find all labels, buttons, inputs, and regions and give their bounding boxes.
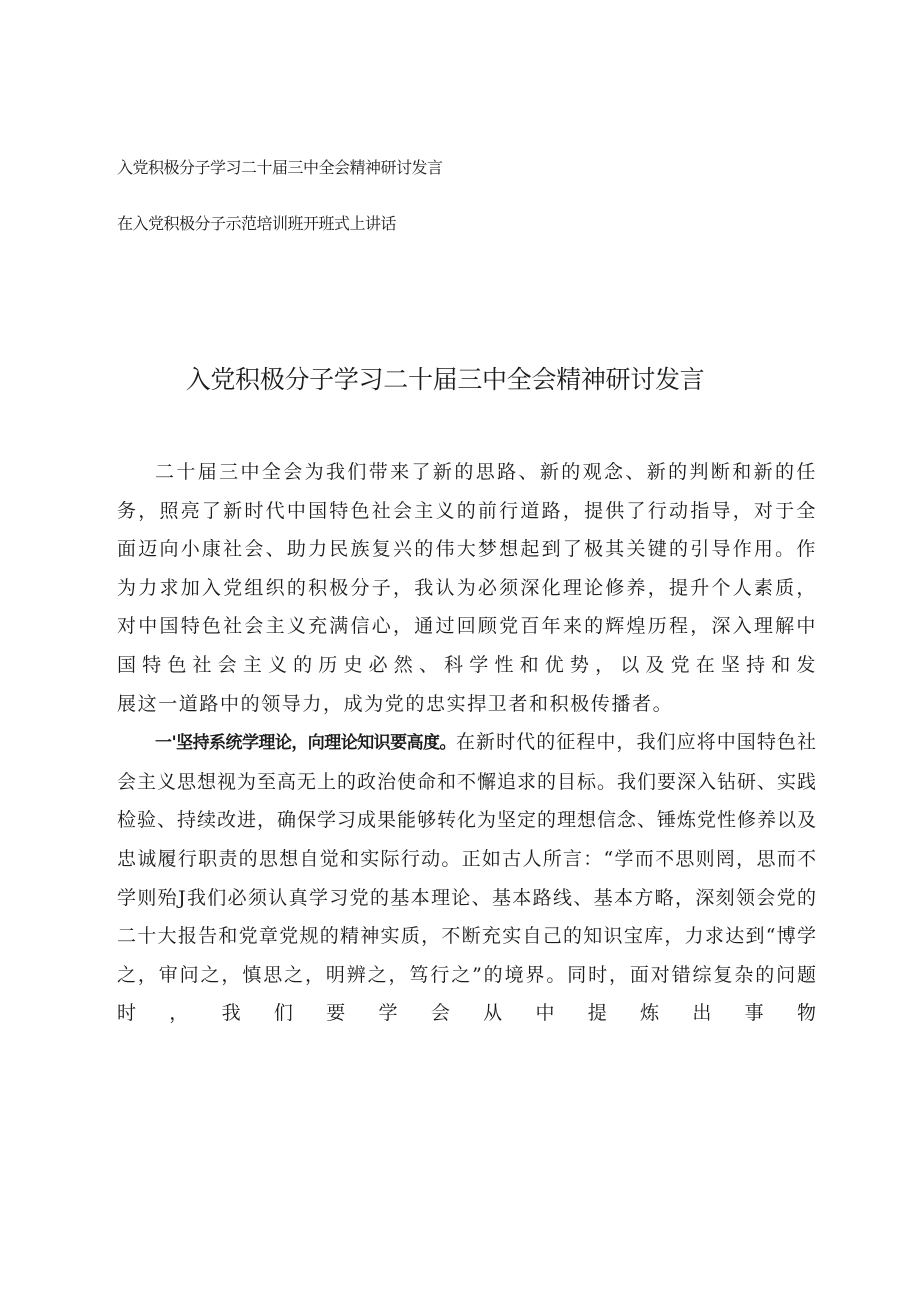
table-of-contents [117,150,817,242]
paragraph-intro [117,453,817,723]
paragraph-section-1 [117,723,817,1033]
section-1-body: 在新时代的征程中，我们应将中国特色社会主义思想视为至高无上的政治使命和不懈追求的目标。我们要深入钻研、实践检验、持续改进，确保学习成果能够转化为坚定的理想信念、锤炼党性修养以及忠诚履行职责的思想自觉和实际行动。正如古人所言：“学而不思则罔，思而不学则殆J我们必须认真学习党的基本理论、基本路线、基本方略，深刻领会党的二十大报告和党章党规的精神实质，不断充实自己的知识宝库，力求达到“博学之，审问之，慎思之，明辨之，笃行之”的境界。同时，面对错综复杂的问题时，我们要学会从中提炼出事物 [117,731,818,1025]
toc-item-1: 入党积极分子学习二十届三中全会精神研讨发言 [117,158,443,177]
section-1-heading: 一'坚持系统学理论，向理论知识要高度。 [155,733,456,754]
paragraph-intro-text: 二十届三中全会为我们带来了新的思路、新的观念、新的判断和新的任务，照亮了新时代中国特色社会主义的前行道路，提供了行动指导，对于全面迈向小康社会、助力民族复兴的伟大梦想起到了极其关键的引导作用。作为力求加入党组织的积极分子，我认为必须深化理论修养，提升个人素质，对中国特色社会主义充满信心，通过回顾党百年来的辉煌历程，深入理解中国特色社会主义的历史必然、科学性和优势，以及党在坚持和发 [117,461,817,676]
paragraph-intro-last-line: 展这一道路中的领导力，成为党的忠实捍卫者和积极传播者。 [117,692,674,715]
document-body [117,453,817,1033]
document-title: 入党积极分子学习二十届三中全会精神研讨发言 [185,365,705,394]
toc-item-2: 在入党积极分子示范培训班开班式上讲话 [117,214,397,233]
